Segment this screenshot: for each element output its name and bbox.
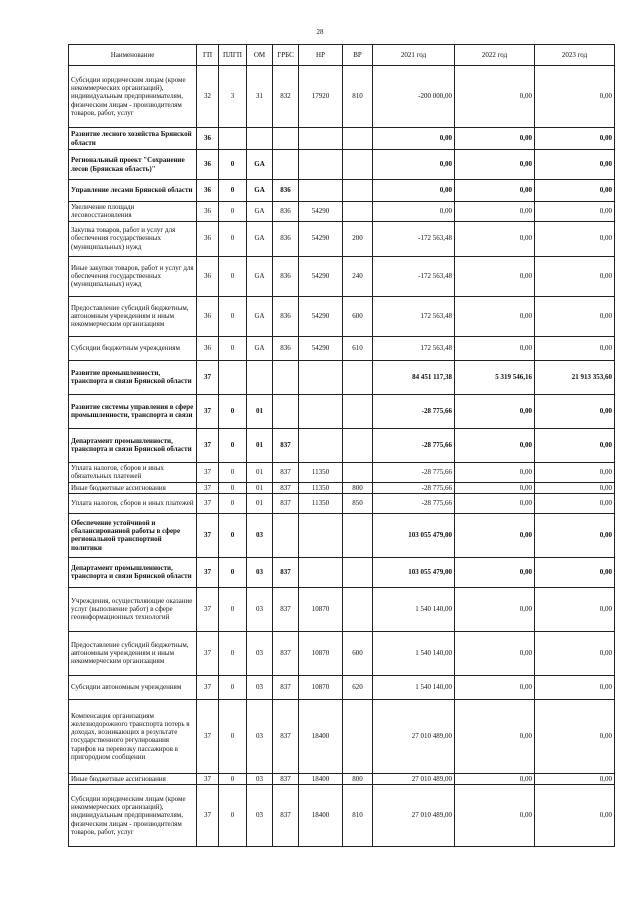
cell-grbs: 836	[273, 180, 299, 202]
cell-om: GA	[247, 150, 273, 180]
cell-grbs	[273, 513, 299, 557]
cell-gp: 37	[197, 785, 219, 847]
cell-name: Развитие системы управления в сфере промышленности, транспорта и связи	[69, 394, 197, 428]
cell-gp: 36	[197, 256, 219, 296]
cell-year-2022: 5 319 546,16	[455, 360, 535, 394]
cell-plgp: 0	[219, 394, 247, 428]
cell-om: 01	[247, 493, 273, 513]
cell-year-2021: -28 775,66	[373, 493, 455, 513]
cell-vr: 620	[343, 675, 373, 699]
cell-vr: 810	[343, 66, 373, 128]
cell-plgp: 0	[219, 336, 247, 360]
cell-gp: 37	[197, 482, 219, 493]
cell-year-2022: 0,00	[455, 128, 535, 150]
cell-vr: 240	[343, 256, 373, 296]
cell-om: 01	[247, 394, 273, 428]
cell-year-2021: -28 775,66	[373, 462, 455, 482]
cell-gp: 36	[197, 180, 219, 202]
cell-grbs: 837	[273, 587, 299, 631]
cell-year-2021: -28 775,66	[373, 394, 455, 428]
cell-year-2022: 0,00	[455, 631, 535, 675]
cell-nr: 10870	[299, 675, 343, 699]
cell-name: Субсидии бюджетным учреждениям	[69, 336, 197, 360]
cell-om: GA	[247, 336, 273, 360]
cell-year-2022: 0,00	[455, 180, 535, 202]
cell-vr	[343, 428, 373, 462]
cell-gp: 36	[197, 150, 219, 180]
column-header-year-2023: 2023 год	[535, 45, 615, 66]
cell-vr	[343, 587, 373, 631]
cell-om	[247, 360, 273, 394]
cell-year-2021: -172 563,48	[373, 221, 455, 256]
cell-year-2021: 0,00	[373, 150, 455, 180]
table-row	[69, 699, 615, 773]
cell-plgp: 0	[219, 493, 247, 513]
cell-name: Уплата налогов, сборов и иных обязательных платежей	[69, 462, 197, 482]
cell-plgp: 0	[219, 785, 247, 847]
cell-name: Предоставление субсидий бюджетным, автономным учреждениям и иным некоммерческим организациям	[69, 631, 197, 675]
cell-plgp: 0	[219, 773, 247, 784]
cell-om: 03	[247, 675, 273, 699]
cell-name: Субсидии юридическим лицам (кроме некоммерческих организаций), индивидуальным предпринимателям, физическим лицам - производителям товаров, работ, услуг	[69, 785, 197, 847]
cell-vr: 600	[343, 296, 373, 336]
column-header-gp: ГП	[197, 45, 219, 66]
cell-nr: 10870	[299, 631, 343, 675]
cell-plgp: 0	[219, 428, 247, 462]
cell-year-2023: 0,00	[535, 482, 615, 493]
cell-year-2022: 0,00	[455, 202, 535, 222]
cell-nr	[299, 180, 343, 202]
cell-plgp: 0	[219, 180, 247, 202]
cell-year-2023: 0,00	[535, 202, 615, 222]
cell-year-2021: 0,00	[373, 180, 455, 202]
cell-name: Обеспечение устойчивой и сбалансированной работы в сфере региональной транспортной политики	[69, 513, 197, 557]
table-row	[69, 557, 615, 587]
cell-year-2022: 0,00	[455, 462, 535, 482]
table-row	[69, 773, 615, 784]
cell-nr: 11350	[299, 482, 343, 493]
cell-om: 03	[247, 557, 273, 587]
cell-year-2023: 0,00	[535, 699, 615, 773]
cell-year-2023: 0,00	[535, 557, 615, 587]
cell-year-2022: 0,00	[455, 150, 535, 180]
cell-gp: 37	[197, 631, 219, 675]
cell-gp: 36	[197, 128, 219, 150]
cell-name: Закупка товаров, работ и услуг для обеспечения государственных (муниципальных) нужд	[69, 221, 197, 256]
cell-name: Субсидии автономным учреждениям	[69, 675, 197, 699]
column-header-nr: НР	[299, 45, 343, 66]
cell-year-2022: 0,00	[455, 296, 535, 336]
cell-year-2021: 27 010 489,00	[373, 699, 455, 773]
table-row	[69, 493, 615, 513]
cell-grbs: 837	[273, 493, 299, 513]
cell-vr	[343, 513, 373, 557]
cell-vr	[343, 360, 373, 394]
column-header-grbs: ГРБС	[273, 45, 299, 66]
cell-year-2021: 27 010 489,00	[373, 773, 455, 784]
cell-gp: 37	[197, 699, 219, 773]
cell-vr	[343, 699, 373, 773]
table-row	[69, 462, 615, 482]
table-row	[69, 394, 615, 428]
cell-name: Департамент промышленности, транспорта и связи Брянской области	[69, 428, 197, 462]
cell-plgp: 0	[219, 513, 247, 557]
cell-year-2023: 0,00	[535, 428, 615, 462]
cell-year-2022: 0,00	[455, 587, 535, 631]
cell-gp: 37	[197, 493, 219, 513]
cell-om: 01	[247, 482, 273, 493]
cell-nr	[299, 557, 343, 587]
table-row	[69, 360, 615, 394]
cell-gp: 36	[197, 296, 219, 336]
cell-grbs	[273, 360, 299, 394]
table-row	[69, 202, 615, 222]
cell-year-2022: 0,00	[455, 493, 535, 513]
cell-year-2023: 0,00	[535, 128, 615, 150]
cell-gp: 37	[197, 360, 219, 394]
cell-grbs: 832	[273, 66, 299, 128]
cell-plgp: 0	[219, 482, 247, 493]
cell-gp: 36	[197, 336, 219, 360]
cell-year-2023: 0,00	[535, 587, 615, 631]
cell-vr: 810	[343, 785, 373, 847]
cell-year-2023: 0,00	[535, 675, 615, 699]
cell-om: GA	[247, 256, 273, 296]
cell-plgp: 0	[219, 150, 247, 180]
cell-year-2021: -172 563,48	[373, 256, 455, 296]
cell-plgp: 0	[219, 675, 247, 699]
cell-year-2023: 0,00	[535, 462, 615, 482]
page-number: 28	[316, 28, 324, 36]
cell-om: 03	[247, 513, 273, 557]
cell-plgp: 0	[219, 221, 247, 256]
cell-year-2021: 103 055 479,00	[373, 513, 455, 557]
cell-year-2021: -28 775,66	[373, 428, 455, 462]
cell-plgp: 0	[219, 462, 247, 482]
cell-plgp: 0	[219, 587, 247, 631]
cell-year-2022: 0,00	[455, 66, 535, 128]
cell-om: GA	[247, 221, 273, 256]
cell-vr	[343, 557, 373, 587]
table-row	[69, 675, 615, 699]
cell-year-2022: 0,00	[455, 221, 535, 256]
cell-year-2021: 1 540 140,00	[373, 587, 455, 631]
cell-gp: 37	[197, 462, 219, 482]
cell-gp: 37	[197, 773, 219, 784]
cell-year-2021: 172 563,48	[373, 336, 455, 360]
cell-year-2023: 0,00	[535, 785, 615, 847]
cell-name: Компенсация организациям железнодорожного транспорта потерь в доходах, возникающих в результате государственного регулирования тарифов на перевозку пассажиров в пригородном сообщении	[69, 699, 197, 773]
cell-vr: 610	[343, 336, 373, 360]
cell-om: 03	[247, 773, 273, 784]
cell-year-2022: 0,00	[455, 336, 535, 360]
table-row	[69, 221, 615, 256]
cell-year-2022: 0,00	[455, 699, 535, 773]
cell-grbs: 837	[273, 557, 299, 587]
cell-year-2021: 1 540 140,00	[373, 631, 455, 675]
cell-gp: 37	[197, 587, 219, 631]
cell-om: 03	[247, 631, 273, 675]
cell-om: GA	[247, 202, 273, 222]
cell-om: 03	[247, 587, 273, 631]
cell-om: 01	[247, 462, 273, 482]
cell-gp: 37	[197, 557, 219, 587]
cell-plgp: 0	[219, 202, 247, 222]
cell-grbs: 836	[273, 202, 299, 222]
cell-year-2022: 0,00	[455, 428, 535, 462]
cell-grbs: 837	[273, 675, 299, 699]
table-row	[69, 513, 615, 557]
cell-nr: 54290	[299, 296, 343, 336]
cell-year-2021: 84 451 117,38	[373, 360, 455, 394]
cell-year-2021: -28 775,66	[373, 482, 455, 493]
cell-plgp	[219, 128, 247, 150]
cell-year-2021: 27 010 489,00	[373, 785, 455, 847]
cell-vr: 600	[343, 631, 373, 675]
table-row	[69, 428, 615, 462]
cell-nr: 10870	[299, 587, 343, 631]
table-row	[69, 587, 615, 631]
table-row	[69, 631, 615, 675]
cell-om: 03	[247, 699, 273, 773]
cell-plgp: 0	[219, 557, 247, 587]
cell-vr: 800	[343, 773, 373, 784]
cell-grbs: 837	[273, 785, 299, 847]
table-row	[69, 336, 615, 360]
cell-name: Предоставление субсидий бюджетным, автономным учреждениям и иным некоммерческим организациям	[69, 296, 197, 336]
cell-nr: 54290	[299, 221, 343, 256]
cell-plgp: 0	[219, 631, 247, 675]
column-header-vr: ВР	[343, 45, 373, 66]
cell-year-2021: 103 055 479,00	[373, 557, 455, 587]
cell-year-2023: 0,00	[535, 66, 615, 128]
cell-om: 01	[247, 428, 273, 462]
cell-grbs: 836	[273, 296, 299, 336]
cell-grbs: 836	[273, 221, 299, 256]
cell-grbs: 837	[273, 773, 299, 784]
cell-name: Уплата налогов, сборов и иных платежей	[69, 493, 197, 513]
table-header-row	[69, 45, 615, 66]
cell-nr: 18400	[299, 699, 343, 773]
cell-nr: 18400	[299, 773, 343, 784]
cell-name: Иные бюджетные ассигнования	[69, 773, 197, 784]
column-header-om: ОМ	[247, 45, 273, 66]
cell-year-2022: 0,00	[455, 394, 535, 428]
cell-name: Департамент промышленности, транспорта и связи Брянской области	[69, 557, 197, 587]
cell-grbs: 837	[273, 482, 299, 493]
cell-year-2022: 0,00	[455, 256, 535, 296]
cell-grbs: 836	[273, 336, 299, 360]
cell-year-2021: 172 563,48	[373, 296, 455, 336]
cell-name: Субсидии юридическим лицам (кроме некоммерческих организаций), индивидуальным предпринимателям, физическим лицам - производителям товаров, работ, услуг	[69, 66, 197, 128]
cell-year-2023: 0,00	[535, 394, 615, 428]
cell-year-2023: 0,00	[535, 336, 615, 360]
cell-year-2021: -200 000,00	[373, 66, 455, 128]
table-row	[69, 296, 615, 336]
cell-year-2023: 0,00	[535, 150, 615, 180]
column-header-year-2022: 2022 год	[455, 45, 535, 66]
cell-year-2022: 0,00	[455, 773, 535, 784]
cell-name: Учреждения, осуществляющие оказание услуг (выполнение работ) в сфере геоинформационных технологий	[69, 587, 197, 631]
cell-gp: 32	[197, 66, 219, 128]
cell-plgp	[219, 360, 247, 394]
cell-vr	[343, 202, 373, 222]
cell-name: Иные бюджетные ассигнования	[69, 482, 197, 493]
cell-nr	[299, 128, 343, 150]
cell-nr	[299, 394, 343, 428]
cell-nr: 54290	[299, 336, 343, 360]
cell-year-2023: 0,00	[535, 256, 615, 296]
cell-year-2023: 0,00	[535, 221, 615, 256]
cell-nr	[299, 428, 343, 462]
cell-om: GA	[247, 180, 273, 202]
column-header-plgp: ПЛГП	[219, 45, 247, 66]
cell-grbs: 837	[273, 462, 299, 482]
cell-name: Региональный проект "Сохранение лесов (Брянская область)"	[69, 150, 197, 180]
cell-vr: 800	[343, 482, 373, 493]
cell-nr: 18400	[299, 785, 343, 847]
cell-vr	[343, 462, 373, 482]
cell-name: Увеличение площади лесовосстановления	[69, 202, 197, 222]
cell-grbs	[273, 128, 299, 150]
cell-om: GA	[247, 296, 273, 336]
cell-plgp: 0	[219, 699, 247, 773]
cell-name: Развитие промышленности, транспорта и связи Брянской области	[69, 360, 197, 394]
cell-vr: 200	[343, 221, 373, 256]
cell-year-2021: 0,00	[373, 128, 455, 150]
cell-nr	[299, 150, 343, 180]
cell-om: 03	[247, 785, 273, 847]
cell-gp: 36	[197, 221, 219, 256]
cell-year-2023: 0,00	[535, 773, 615, 784]
cell-plgp: 0	[219, 256, 247, 296]
cell-year-2022: 0,00	[455, 557, 535, 587]
cell-om: 31	[247, 66, 273, 128]
cell-gp: 37	[197, 394, 219, 428]
cell-gp: 37	[197, 513, 219, 557]
cell-name: Управление лесами Брянской области	[69, 180, 197, 202]
cell-name: Развитие лесного хозяйства Брянской области	[69, 128, 197, 150]
table-row	[69, 128, 615, 150]
cell-name: Иные закупки товаров, работ и услуг для обеспечения государственных (муниципальных) нужд	[69, 256, 197, 296]
table-row	[69, 785, 615, 847]
column-header-name: Наименование	[69, 45, 197, 66]
table-row	[69, 482, 615, 493]
cell-nr	[299, 513, 343, 557]
cell-grbs	[273, 150, 299, 180]
cell-plgp: 3	[219, 66, 247, 128]
cell-nr: 17920	[299, 66, 343, 128]
cell-vr	[343, 128, 373, 150]
cell-year-2022: 0,00	[455, 675, 535, 699]
cell-vr	[343, 394, 373, 428]
cell-year-2023: 0,00	[535, 296, 615, 336]
cell-grbs: 836	[273, 256, 299, 296]
cell-year-2022: 0,00	[455, 482, 535, 493]
cell-year-2021: 0,00	[373, 202, 455, 222]
cell-nr: 11350	[299, 462, 343, 482]
cell-vr	[343, 150, 373, 180]
cell-nr: 11350	[299, 493, 343, 513]
table-row	[69, 150, 615, 180]
cell-year-2023: 0,00	[535, 513, 615, 557]
cell-plgp: 0	[219, 296, 247, 336]
column-header-year-2021: 2021 год	[373, 45, 455, 66]
cell-year-2022: 0,00	[455, 513, 535, 557]
cell-grbs: 837	[273, 428, 299, 462]
cell-year-2023: 0,00	[535, 631, 615, 675]
cell-nr: 54290	[299, 202, 343, 222]
cell-nr: 54290	[299, 256, 343, 296]
table-row	[69, 180, 615, 202]
cell-year-2021: 1 540 140,00	[373, 675, 455, 699]
cell-gp: 37	[197, 675, 219, 699]
cell-grbs: 837	[273, 699, 299, 773]
cell-vr: 850	[343, 493, 373, 513]
cell-year-2022: 0,00	[455, 785, 535, 847]
table-row	[69, 256, 615, 296]
cell-grbs	[273, 394, 299, 428]
table-row	[69, 66, 615, 128]
cell-gp: 37	[197, 428, 219, 462]
cell-year-2023: 0,00	[535, 493, 615, 513]
cell-om	[247, 128, 273, 150]
cell-year-2023: 21 913 353,60	[535, 360, 615, 394]
budget-table	[68, 44, 615, 847]
cell-gp: 36	[197, 202, 219, 222]
cell-year-2023: 0,00	[535, 180, 615, 202]
cell-grbs: 837	[273, 631, 299, 675]
cell-vr	[343, 180, 373, 202]
cell-nr	[299, 360, 343, 394]
